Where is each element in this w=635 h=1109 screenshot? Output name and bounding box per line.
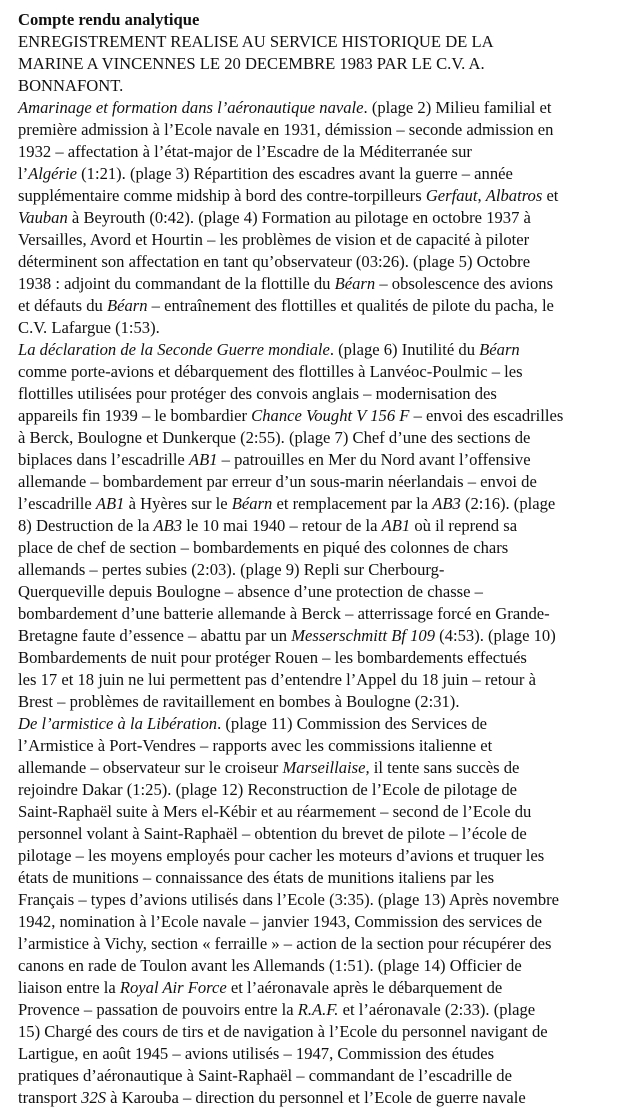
text-line [18,449,635,471]
text-segment: allemande – observateur sur le croiseur [18,758,283,777]
text-line [18,229,635,251]
text-line [18,559,635,581]
italic-text: 32S [81,1088,107,1107]
italic-text: AB1 [95,494,125,513]
text-line [18,757,635,779]
text-line [18,581,635,603]
italic-text: AB3 [153,516,183,535]
text-line [18,515,635,537]
text-line [18,845,635,867]
text-segment: (4:53). (plage 10) [435,626,556,645]
text-segment: . (plage 11) Commission des Services de [217,714,488,733]
text-line [18,361,635,383]
text-line [18,405,635,427]
text-segment: l’armistice à Vichy, section « ferraille » – action de la section pour récupérer des [18,934,552,953]
text-segment: rejoindre Dakar (1:25). (plage 12) Reconstruction de l’Ecole de pilotage de [18,780,518,799]
italic-text: De l’armistice à la Libération [18,714,218,733]
text-line [18,823,635,845]
text-segment: Saint-Raphaël suite à Mers el-Kébir et au réarmement – second de l’Ecole du [18,802,532,821]
text-segment: il tente sans succès de [369,758,520,777]
text-segment: . (plage 2) Milieu familial et [363,98,552,117]
text-segment: appareils fin 1939 – le bombardier [18,406,252,425]
italic-text: R.A.F. [297,1000,339,1019]
text-segment: et l’aéronavale (2:33). (plage [338,1000,536,1019]
text-segment: canons en rade de Toulon avant les Allemands (1:51). (plage 14) Officier de [18,956,522,975]
text-line [18,427,635,449]
text-segment: Bretagne faute d’essence – abattu par un [18,626,292,645]
text-line [18,801,635,823]
text-segment: ENREGISTREMENT REALISE AU SERVICE HISTORIQUE DE LA [18,32,494,51]
text-segment: allemande – bombardement par erreur d’un sous-marin néerlandais – envoi de [18,472,537,491]
text-line [18,911,635,933]
text-line [18,625,635,647]
text-line [18,185,635,207]
text-line [18,603,635,625]
text-line [18,493,635,515]
italic-text: AB1 [381,516,411,535]
text-line [18,1065,635,1087]
text-line [18,1043,635,1065]
text-segment: place de chef de section – bombardements en piqué des colonnes de chars [18,538,509,557]
italic-text: Algérie [28,164,77,183]
text-segment: à Karouba – direction du personnel et l’Ecole de guerre navale [106,1088,526,1107]
text-segment: 1932 – affectation à l’état-major de l’Escadre de la Méditerranée sur [18,142,472,161]
text-segment: biplaces dans l’escadrille [18,450,189,469]
text-segment: le 10 mai 1940 – retour de la [182,516,382,535]
text-segment: Provence – passation de pouvoirs entre la [18,1000,298,1019]
text-line [18,97,635,119]
text-segment: états de munitions – connaissance des états de munitions italiens par les [18,868,495,887]
italic-text: Albatros [485,186,543,205]
text-segment: où il reprend sa [410,516,518,535]
text-segment: C.V. Lafargue (1:53). [18,318,160,337]
text-line [18,1087,635,1109]
italic-text: Béarn [231,494,273,513]
text-segment: l’Armistice à Port-Vendres – rapports avec les commissions italienne et [18,736,493,755]
text-segment: Lartigue, en août 1945 – avions utilisés – 1947, Commission des études [18,1044,495,1063]
text-segment: pilotage – les moyens employés pour cacher les moteurs d’avions et truquer les [18,846,545,865]
text-segment: – patrouilles en Mer du Nord avant l’offensive [217,450,531,469]
text-line [18,53,635,75]
text-segment: comme porte-avions et débarquement des flottilles à Lanvéoc-Poulmic – les [18,362,523,381]
text-segment: (2:16). (plage [460,494,556,513]
text-segment: et remplacement par la [272,494,433,513]
text-segment: 8) Destruction de la [18,516,154,535]
text-line [18,889,635,911]
text-line [18,999,635,1021]
text-segment: , [477,186,486,205]
document-heading: Compte rendu analytique [18,10,200,29]
text-segment: à Beyrouth (0:42). (plage 4) Formation au pilotage en octobre 1937 à [67,208,531,227]
text-segment: et [542,186,559,205]
text-line [18,691,635,713]
italic-text: Béarn [479,340,520,359]
text-segment: 1942, nomination à l’Ecole navale – janvier 1943, Commission des services de [18,912,542,931]
text-line [18,141,635,163]
italic-text: Royal Air Force [119,978,227,997]
text-segment: et l’aéronavale après le débarquement de [226,978,503,997]
italic-text: Vauban [18,208,68,227]
text-line [18,273,635,295]
text-line [18,207,635,229]
text-segment: 15) Chargé des cours de tirs et de navigation à l’Ecole du personnel navigant de [18,1022,548,1041]
italic-text: La déclaration de la Seconde Guerre mondiale [18,340,330,359]
text-segment: Querqueville depuis Boulogne – absence d’une protection de chasse – [18,582,483,601]
italic-text: Amarinage et formation dans l’aéronautique navale [18,98,364,117]
text-line [18,251,635,273]
text-line [18,713,635,735]
text-segment: bombardement d’une batterie allemande à Berck – atterrissage forcé en Grande- [18,604,550,623]
text-line [18,647,635,669]
text-segment: BONNAFONT. [18,76,124,95]
text-segment: l’escadrille [18,494,96,513]
text-segment: allemands – pertes subies (2:03). (plage 9) Repli sur Cherbourg- [18,560,445,579]
italic-text: Béarn [106,296,148,315]
text-segment: flottilles utilisées pour protéger des convois anglais – modernisation des [18,384,497,403]
document-body [18,31,635,1109]
italic-text: Messerschmitt Bf 109 [291,626,436,645]
text-line [18,119,635,141]
text-line [18,779,635,801]
text-segment: Français – types d’avions utilisés dans l’Ecole (3:35). (plage 13) Après novembre [18,890,560,909]
text-line [18,295,635,317]
text-line [18,163,635,185]
text-line [18,977,635,999]
text-segment: – obsolescence des avions [375,274,554,293]
text-segment: (1:21). (plage 3) Répartition des escadres avant la guerre – année [76,164,513,183]
text-line [18,955,635,977]
text-segment: l’ [18,164,29,183]
text-segment: supplémentaire comme midship à bord des contre-torpilleurs [18,186,426,205]
text-segment: Versailles, Avord et Hourtin – les problèmes de vision et de capacité à piloter [18,230,530,249]
text-segment: pratiques d’aéronautique à Saint-Raphaël – commandant de l’escadrille de [18,1066,512,1085]
text-line [18,339,635,361]
text-line [18,471,635,493]
text-segment: transport [18,1088,82,1107]
text-segment: personnel volant à Saint-Raphaël – obtention du brevet de pilote – l’école de [18,824,527,843]
text-segment: – envoi des escadrilles [409,406,564,425]
text-line [18,867,635,889]
text-segment: – entraînement des flottilles et qualités de pilote du pacha, le [147,296,554,315]
italic-text: Chance Vought V 156 F [251,406,410,425]
italic-text: Béarn [334,274,376,293]
text-segment: . (plage 6) Inutilité du [329,340,480,359]
text-line [18,537,635,559]
text-segment: 1938 : adjoint du commandant de la flottille du [18,274,335,293]
italic-text: AB1 [188,450,218,469]
italic-text: Marseillaise, [282,758,370,777]
text-line [18,383,635,405]
text-line [18,317,635,339]
text-segment: à Berck, Boulogne et Dunkerque (2:55). (plage 7) Chef d’une des sections de [18,428,531,447]
text-segment: MARINE A VINCENNES LE 20 DECEMBRE 1983 PAR LE C.V. A. [18,54,485,73]
text-line [18,669,635,691]
italic-text: AB3 [432,494,461,513]
text-segment: et défauts du [18,296,107,315]
text-segment: Bombardements de nuit pour protéger Rouen – les bombardements effectués [18,648,527,667]
text-line [18,735,635,757]
text-segment: à Hyères sur le [124,494,232,513]
text-segment: déterminent son affectation en tant qu’observateur (03:26). (plage 5) Octobre [18,252,531,271]
italic-text: Gerfaut [425,186,478,205]
text-segment: liaison entre la [18,978,120,997]
text-segment: première admission à l’Ecole navale en 1931, démission – seconde admission en [18,120,554,139]
text-line [18,933,635,955]
text-line [18,1021,635,1043]
text-segment: Brest – problèmes de ravitaillement en bombes à Boulogne (2:31). [18,692,460,711]
text-segment: les 17 et 18 juin ne lui permettent pas d’entendre l’Appel du 18 juin – retour à [18,670,536,689]
text-line [18,75,635,97]
text-line [18,31,635,53]
